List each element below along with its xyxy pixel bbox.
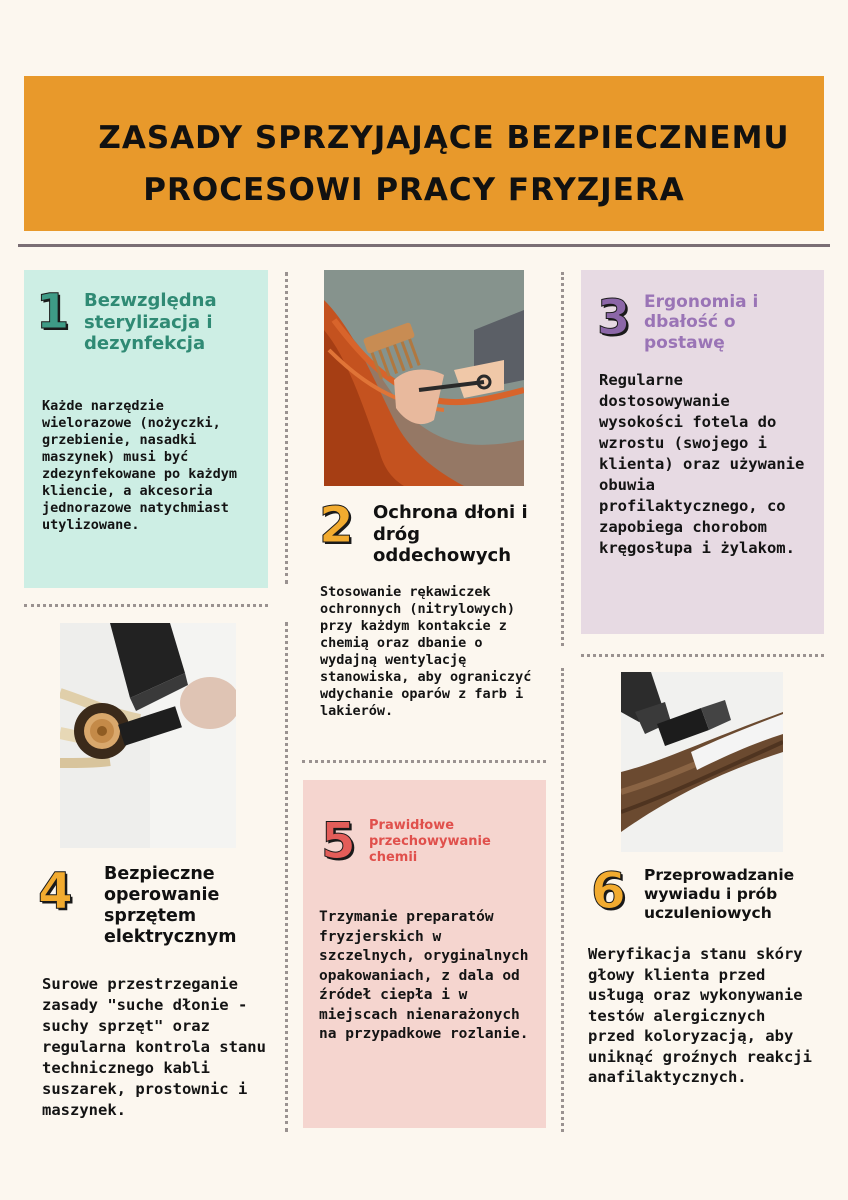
row-divider-left — [24, 604, 268, 607]
page-title-line-2: PROCESOWI PRACY FRYZJERA — [143, 172, 685, 208]
section-6-title: Przeprowadzanie wywiadu i prób uczuleniowych — [644, 866, 795, 922]
section-1-number: 1 — [36, 284, 70, 340]
section-6-photo — [621, 672, 783, 852]
section-2-title: Ochrona dłoni i dróg oddechowych — [373, 502, 528, 567]
page-title-line-1: ZASADY SPRZYJAJĄCE BEZPIECZNEMU — [98, 120, 790, 156]
comb-and-scissors-image — [324, 270, 524, 486]
hair-dye-brush-image — [621, 672, 783, 852]
section-4-number: 4 — [38, 862, 73, 920]
column-divider-left-top — [285, 272, 288, 584]
column-divider-right-bottom — [561, 668, 564, 1132]
section-5-text: Trzymanie preparatów fryzjerskich w szczelnych, oryginalnych opakowaniach, z dala od źródeł ciepła i w miejscach nienarażonych na przypadkowe rozlanie. — [319, 909, 529, 1042]
section-4-title: Bezpieczne operowanie sprzętem elektrycznym — [104, 864, 237, 947]
page-title — [24, 112, 824, 216]
section-2-photo — [324, 270, 524, 486]
section-1-text: Każde narzędzie wielorazowe (nożyczki, grzebienie, nasadki maszynek) musi być zdezynfekowane po każdym kliencie, a akcesoria jednorazowe natychmiast utylizowane. — [42, 398, 238, 533]
section-4-text: Surowe przestrzeganie zasady "suche dłonie - suchy sprzęt" oraz regularna kontrola stanu technicznego kabli suszarek, prostownic i maszynek. — [42, 975, 266, 1119]
header-banner — [24, 76, 824, 231]
column-divider-left-bottom — [285, 622, 288, 1132]
section-5-number: 5 — [321, 812, 356, 870]
section-3-text: Regularne dostosowywanie wysokości fotela do wzrostu (swojego i klienta) oraz używanie obuwia profilaktycznego, co zapobiega chorobom kręgosłupa i żylakom. — [599, 371, 805, 557]
header-divider — [18, 244, 830, 247]
section-6-number: 6 — [591, 862, 626, 920]
section-2-number: 2 — [319, 496, 354, 554]
section-2-text: Stosowanie rękawiczek ochronnych (nitrylowych) przy każdym kontakcie z chemią oraz dbanie o wydajną wentylację stanowiska, aby ograniczyć wdychanie oparów z farb i lakierów. — [320, 584, 532, 719]
row-divider-middle — [302, 760, 546, 763]
section-3-number: 3 — [597, 290, 631, 346]
section-5-box — [303, 780, 546, 1128]
section-3-box — [581, 270, 824, 634]
section-4-photo — [60, 623, 236, 848]
section-5-title: Prawidłowe przechowywanie chemii — [369, 818, 491, 865]
section-1-box — [24, 270, 268, 588]
section-6-text: Weryfikacja stanu skóry głowy klienta przed usługą oraz wykonywanie testów alergicznych przed koloryzacją, aby uniknąć groźnych reakcji anafilaktycznych. — [588, 945, 812, 1086]
row-divider-right — [581, 654, 824, 657]
hair-dryer-brush-image — [60, 623, 236, 848]
section-3-title: Ergonomia i dbałość o postawę — [644, 292, 759, 353]
section-1-title: Bezwzględna sterylizacja i dezynfekcja — [84, 290, 217, 355]
column-divider-right-top — [561, 272, 564, 646]
